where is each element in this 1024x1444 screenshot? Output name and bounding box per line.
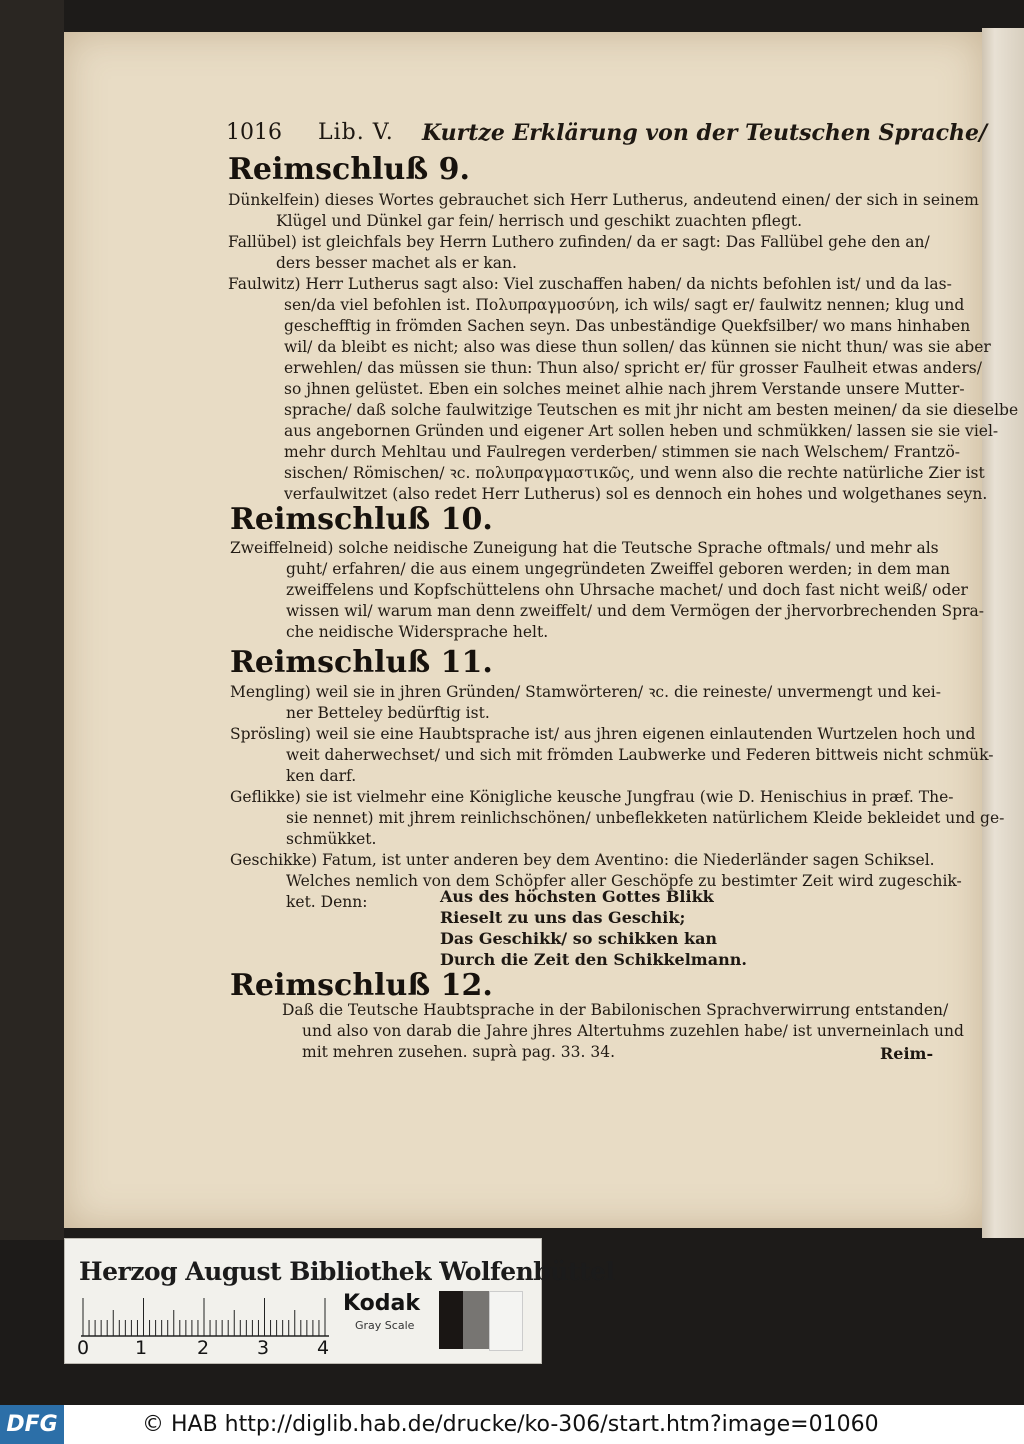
text-line: Geschikke) Fatum, ist unter anderen bey dem Aventino: die Niederländer sagen Schiksel. [230,851,935,869]
book-number: Lib. V. [318,120,394,145]
section-body-12 [282,1000,964,1063]
section-heading-11: Reimschluß 11. [230,645,493,680]
ruler-number: 1 [135,1337,148,1359]
ruler-number: 2 [197,1337,210,1359]
copyright-link[interactable]: © HAB http://diglib.hab.de/drucke/ko-306/start.htm?image=01060 [142,1412,879,1437]
text-line: verfaulwitzet (also redet Herr Lutherus) sol es dennoch ein hohes und wolgethanes seyn. [284,485,988,503]
library-name: Herzog August Bibliothek Wolfenbüttel [79,1257,615,1286]
gray-swatch [463,1291,489,1349]
running-title: Kurtze Erklärung von der Teutschen Sprache/ [422,120,988,146]
section-body-9 [228,190,1018,505]
verse-block [440,886,747,970]
text-line: Klügel und Dünkel gar fein/ herrisch und geschikt zuachten pflegt. [276,212,803,230]
text-line: sen/da viel befohlen ist. Πολυπραγμοσύνη, ich wils/ sagt er/ faulwitz nennen; klug und [284,296,965,314]
running-header [226,120,988,150]
text-line: schmükket. [286,830,377,848]
text-line: wil/ da bleibt es nicht; also was diese thun sollen/ das künnen sie nicht thun/ was sie aber [284,338,991,356]
gray-scale-label: Gray Scale [355,1319,415,1332]
text-line: che neidische Widersprache helt. [286,623,549,641]
section-heading-9: Reimschluß 9. [228,152,470,187]
text-line: Welches nemlich von dem Schöpfer aller Geschöpfe zu bestimter Zeit wird zugeschik- [286,872,962,890]
text-line: Dünkelfein) dieses Wortes gebrauchet sich Herr Lutherus, andeutend einen/ der sich in seinem [228,191,979,209]
text-line: sischen/ Römischen/ ꝛc. πολυπραγμαστικῶς, und wenn also die rechte natürliche Zier ist [284,464,985,482]
white-swatch [489,1291,523,1351]
text-line: erwehlen/ das müssen sie thun: Thun also/ spricht er/ für grosser Faulheit etwas anders/ [284,359,982,377]
text-line: Zweiffelneid) solche neidische Zuneigung hat die Teutsche Sprache oftmals/ und mehr als [230,539,939,557]
black-swatch [439,1291,463,1349]
text-line: guht/ erfahren/ die aus einem ungegründeten Zweiffel geboren werden; in dem man [286,560,950,578]
ruler-numbers [77,1337,341,1361]
ruler-number: 4 [317,1337,330,1359]
text-line: Faulwitz) Herr Lutherus sagt also: Viel zuschaffen haben/ da nichts befohlen ist/ und da las- [228,275,952,293]
verse-line: Durch die Zeit den Schikkelmann. [440,950,747,969]
section-heading-10: Reimschluß 10. [230,502,493,537]
text-line: wissen wil/ warum man denn zweiffelt/ und dem Vermögen der jhervorbrechenden Spra- [286,602,984,620]
text-line: ders besser machet als er kan. [276,254,517,272]
ruler-scale [81,1297,329,1337]
text-line: mehr durch Mehltau und Faulregen verderben/ stimmen sie nach Welschem/ Frantzö- [284,443,961,461]
text-line: geschefftig in frömden Sachen seyn. Das unbeständige Quekfsilber/ wo mans hinhaben [284,317,971,335]
verse-line: Rieselt zu uns das Geschik; [440,908,686,927]
text-line: und also von darab die Jahre jhres Altertuhms zuzehlen habe/ ist unverneinlach und [302,1022,964,1040]
text-line: zweiffelens und Kopfschüttelens ohn Uhrsache machet/ und doch fast nicht weiß/ oder [286,581,968,599]
kodak-logo: Kodak [343,1291,420,1316]
text-line: so jhnen gelüstet. Eben ein solches meinet alhie nach jhrem Verstande unsere Mutter- [284,380,965,398]
text-line: weit daherwechset/ und sich mit frömden Laubwerke und Federen bittweis nicht schmük- [286,746,994,764]
text-line: Mengling) weil sie in jhren Gründen/ Stamwörteren/ ꝛc. die reineste/ unvermengt und kei- [230,683,941,701]
text-line: aus angebornen Gründen und eigener Art sollen heben und schmükken/ lassen sie sie viel- [284,422,999,440]
text-line: sie nennet) mit jhrem reinlichschönen/ unbeflekketen natürlichem Kleide bekleidet und ge- [286,809,1005,827]
book-edge [0,0,64,1240]
section-body-10 [230,538,984,643]
text-line: mit mehren zusehen. suprà pag. 33. 34. [302,1043,616,1061]
verse-line: Das Geschikk/ so schikken kan [440,929,718,948]
text-line: Geflikke) sie ist vielmehr eine Königliche keusche Jungfrau (wie D. Henischius in præf. The- [230,788,954,806]
text-line: Fallübel) ist gleichfals bey Herrn Luthero zufinden/ da er sagt: Das Fallübel gehe den an/ [228,233,930,251]
text-line: ket. Denn: [286,893,368,911]
ruler-number: 0 [77,1337,90,1359]
text-line: Daß die Teutsche Haubtsprache in der Babilonischen Sprachverwirrung entstanden/ [282,1001,949,1019]
ruler-number: 3 [257,1337,270,1359]
text-line: Sprösling) weil sie eine Haubtsprache ist/ aus jhren eigenen einlautenden Wurtzelen hoch und [230,725,976,743]
catchword: Reim- [880,1044,934,1063]
text-line: ner Betteley bedürftig ist. [286,704,490,722]
section-heading-12: Reimschluß 12. [230,968,493,1003]
text-line: sprache/ daß solche faulwitzige Teutschen es mit jhr nicht am besten meinen/ da sie dieselbe [284,401,1019,419]
footer-bar [0,1405,1024,1444]
reference-card [64,1238,615,1364]
page-number: 1016 [226,120,282,145]
section-body-11 [230,682,1004,913]
dfg-logo: DFG [0,1405,64,1444]
text-line: ken darf. [286,767,357,785]
verse-line: Aus des höchsten Gottes Blikk [440,887,714,906]
